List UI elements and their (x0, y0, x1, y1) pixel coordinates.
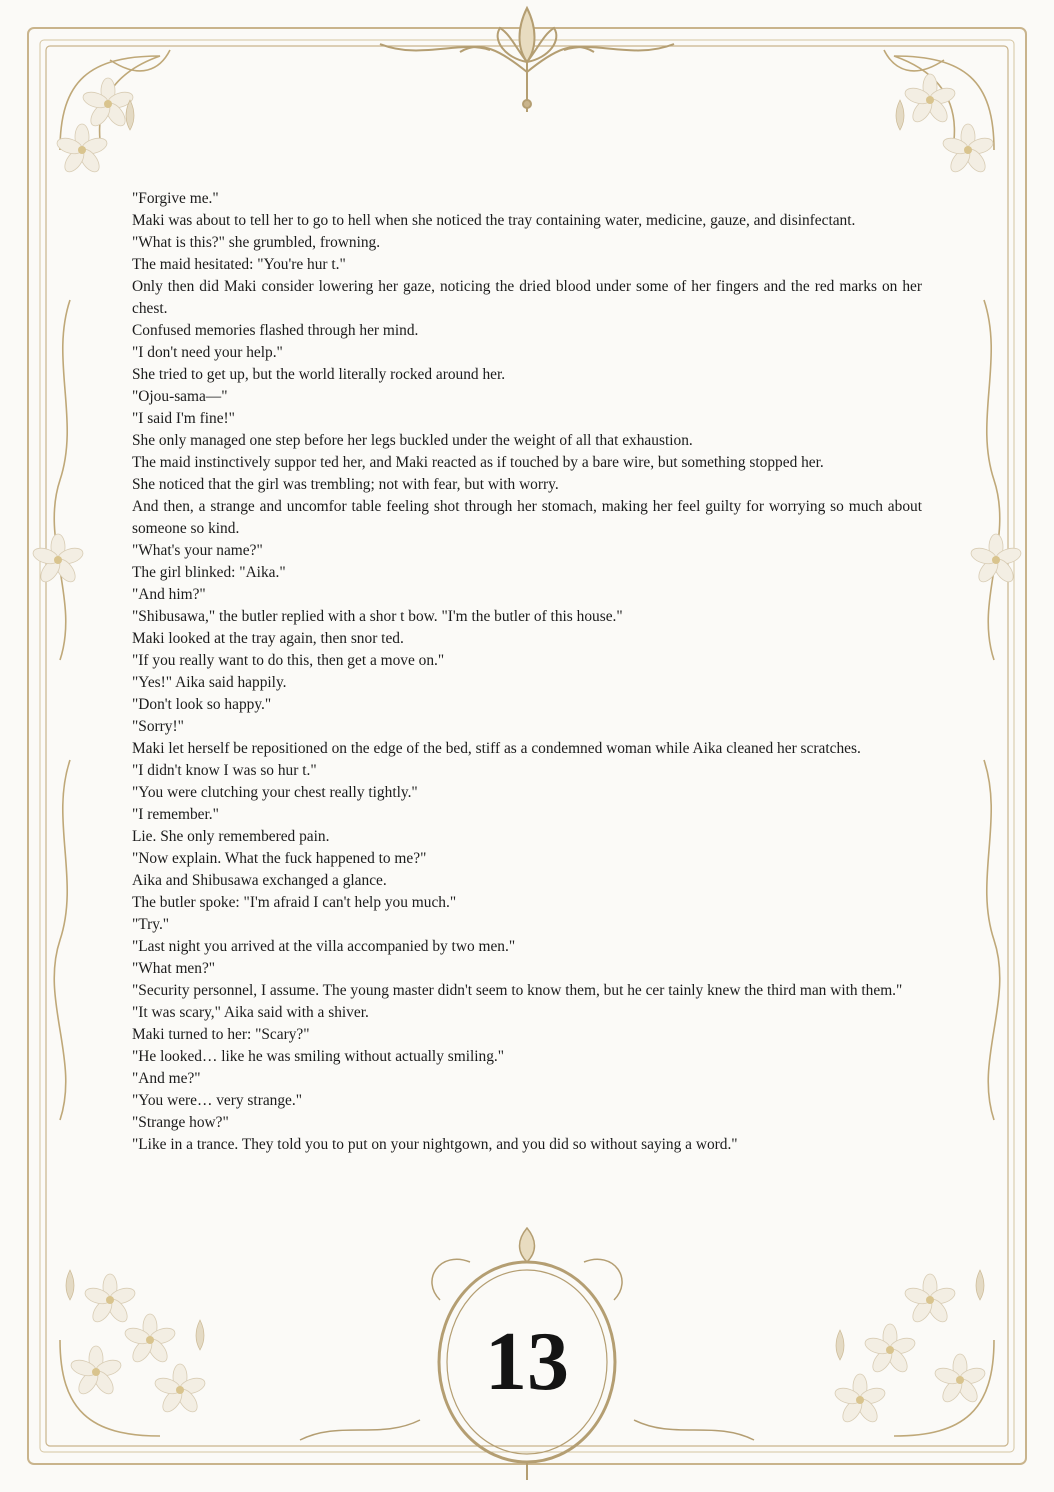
paragraph: "Ojou-sama—" (132, 388, 228, 405)
paragraph: The butler spoke: "I'm afraid I can't help you much." (132, 894, 457, 911)
paragraph: "Strange how?" (132, 1114, 229, 1131)
paragraph: "What men?" (132, 960, 216, 977)
paragraph: Confused memories flashed through her mind. (132, 322, 419, 339)
paragraph: Maki was about to tell her to go to hell when she noticed the tray containing water, medicine, gauze, and disinfectant. (132, 212, 856, 229)
paragraph: The maid hesitated: "You're hur t." (132, 256, 346, 273)
paragraph: "Last night you arrived at the villa accompanied by two men." (132, 938, 516, 955)
paragraph: "Shibusawa," the butler replied with a shor t bow. "I'm the butler of this house." (132, 608, 623, 625)
paragraph: "He looked… like he was smiling without actually smiling." (132, 1048, 505, 1065)
paragraph: "Security personnel, I assume. The young master didn't seem to know them, but he cer tainly knew the third man with them." (132, 982, 903, 999)
paragraph: "Forgive me." (132, 190, 219, 207)
paragraph: Maki turned to her: "Scary?" (132, 1026, 310, 1043)
paragraph: "Like in a trance. They told you to put on your nightgown, and you did so without saying a word." (132, 1136, 738, 1153)
paragraph: She noticed that the girl was trembling; not with fear, but with worry. (132, 476, 559, 493)
paragraph: "Sorry!" (132, 718, 184, 735)
paragraph: Aika and Shibusawa exchanged a glance. (132, 872, 387, 889)
paragraph: "You were… very strange." (132, 1092, 303, 1109)
paragraph: "I remember." (132, 806, 219, 823)
paragraph: "I didn't know I was so hur t." (132, 762, 317, 779)
paragraph: Maki looked at the tray again, then snor ted. (132, 630, 404, 647)
fleur-de-lis-icon (380, 8, 674, 112)
paragraph: She only managed one step before her legs buckled under the weight of all that exhaustion. (132, 432, 693, 449)
paragraph: The girl blinked: "Aika." (132, 564, 286, 581)
paragraph: "It was scary," Aika said with a shiver. (132, 1004, 369, 1021)
paragraph: Lie. She only remembered pain. (132, 828, 330, 845)
paragraph: "Now explain. What the fuck happened to me?" (132, 850, 427, 867)
paragraph: The maid instinctively suppor ted her, and Maki reacted as if touched by a bare wire, but something stopped her. (132, 454, 824, 471)
paragraph: "Don't look so happy." (132, 696, 272, 713)
paragraph: "And him?" (132, 586, 206, 603)
story-text (132, 188, 922, 1156)
paragraph: She tried to get up, but the world literally rocked around her. (132, 366, 506, 383)
paragraph: Only then did Maki consider lowering her gaze, noticing the dried blood under some of her fingers and the red marks on her chest. (132, 278, 922, 317)
paragraph: "What is this?" she grumbled, frowning. (132, 234, 381, 251)
paragraph: Maki let herself be repositioned on the edge of the bed, stiff as a condemned woman while Aika cleaned her scratches. (132, 740, 861, 757)
page-number: 13 (485, 1314, 569, 1408)
paragraph: "You were clutching your chest really tightly." (132, 784, 418, 801)
paragraph: "Try." (132, 916, 170, 933)
paragraph: And then, a strange and uncomfor table feeling shot through her stomach, making her feel guilty for worrying so much about someone so kind. (132, 498, 922, 537)
paragraph: "I don't need your help." (132, 344, 283, 361)
paragraph: "What's your name?" (132, 542, 263, 559)
paragraph: "And me?" (132, 1070, 201, 1087)
paragraph: "Yes!" Aika said happily. (132, 674, 287, 691)
paragraph: "I said I'm fine!" (132, 410, 235, 427)
paragraph: "If you really want to do this, then get a move on." (132, 652, 445, 669)
